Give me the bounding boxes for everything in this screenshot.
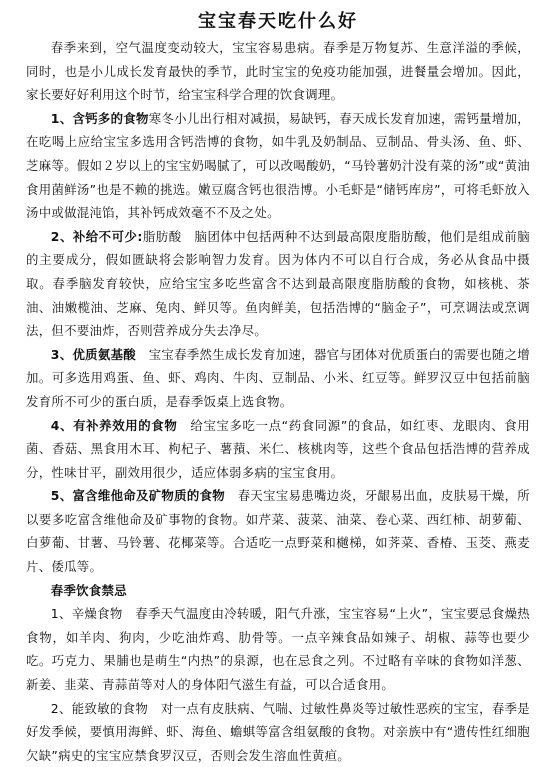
section-5-paragraph: [26, 484, 530, 578]
section-3-heading: 3、优质氨基酸: [50, 346, 136, 362]
intro-paragraph: 春季来到，空气温度变动较大，宝宝容易患病。春季是万物复苏、生意洋溢的季候，同时，也是小儿成长发育最快的季节，此时宝宝的免疫功能加强，进餐量会增加。因此，家长要好好利用这个时节，给宝宝科学合理的饮食调理。: [26, 40, 530, 103]
section-3-text: 宝宝春季然生成长发育加速，器官与团体对优质蛋白的需要也随之增加。可多选用鸡蛋、鱼、虾、鸡肉、牛肉、豆制品、小米、红豆等。鲜罗汉豆中包括前脑发育所不可少的蛋白质，是春季饭桌上选食物。: [26, 346, 530, 409]
section-1-heading: 1、含钙多的食物: [50, 110, 149, 126]
taboo-paragraph-1: 1、辛燥食物 春季天气温度由冷转暖，阳气升涨，宝宝容易“上火”，宝宝要忌食燥热食物，如羊肉、狗肉，少吃油炸鸡、肋骨等。一点辛辣食品如辣子、胡椒、蒜等也要少吃。巧克力、果脯也是萌生“内热”的泉源，也在忌食之列。不过略有辛味的食物如洋葱、新姜、韭菜、青蒜苗等对人的身体阳气滋生有益，可以合适食用。: [26, 606, 530, 693]
section-2-paragraph: [26, 225, 530, 343]
section-4-paragraph: [26, 414, 530, 485]
section-3-paragraph: [26, 343, 530, 414]
section-2-heading: 2、补给不可少:: [50, 228, 143, 244]
section-4-heading: 4、有补养效用的食物: [50, 417, 178, 433]
section-1-paragraph: [26, 107, 530, 225]
section-5-text: 春天宝宝易患嘴边炎，牙龈易出血，皮肤易干燥，所以要多吃富含维他命及矿事物的食物。如芹菜、菠菜、油菜、卷心菜、西红柿、胡萝葡、白萝葡、甘薯、马铃薯、花椰菜等。合适吃一点野菜和樾梯，如荠菜、香椿、玉茭、燕麦片、倭瓜等。: [26, 488, 530, 575]
section-4-text: 给宝宝多吃一点“药食同源”的食品，如红枣、龙眼肉、食用菌、香菇、黑食用木耳、枸杞子、薯蕷、米仁、核桃肉等，这些个食品包括浩博的营养成分，性味甘平，副效用很少，适应体弱多病的宝宝食用。: [26, 417, 530, 480]
document-title: 宝宝春天吃什么好: [198, 11, 358, 32]
section-2-text: 脂肪酸 脑团体中包括两种不达到最高限度脂肪酸，他们是组成前脑的主要成分，假如匮缺将会影响智力发育。因为体内不可以自行合成，务必从食品中摄取。春季脑发育较快，应给宝宝多吃些富含不达到最高限度脂肪酸的食物，如核桃、茶油、油嫩榄油、芝麻、兔肉、鲜贝等。鱼肉鲜美，包括浩博的“脑金子”，可烹调法或烹调法，但不要油炸，否则营养成分失去净尽。: [26, 228, 531, 339]
section-5-heading: 5、富含维他命及矿物质的食物: [50, 488, 225, 504]
section-1-text: 寒冬小儿出行相对减损，易缺钙，春天成长发育加速，需钙量增加，在吃喝上应给宝宝多选用含钙浩博的食物，如牛乳及奶制品、豆制品、骨头汤、鱼、虾、芝麻等。假如２岁以上的宝宝奶喝腻了，可以改喝酸奶，“马铃薯奶汁没有菜的汤”或“黄油食用菌鲜汤”也是不赖的挑选。嫩豆腐含钙也很浩博。小毛虾是“储钙库房”，可将毛虾放入汤中或做混沌馅，其补钙成效毫不不及之处。: [26, 110, 531, 221]
taboo-heading: 春季饮食禁忌: [50, 582, 127, 598]
taboo-paragraph-2: 2、能致敏的食物 对一点有皮肤病、气喘、过敏性鼻炎等过敏性恶疾的宝宝，春季是好发季候，要慎用海鲜、虾、海鱼、蟾蜞等富含组氨酸的食物。对亲族中有“遗传性红细胞欠缺”病史的宝宝应禁食罗汉豆，否则会发生溶血性黄疸。: [26, 700, 530, 763]
